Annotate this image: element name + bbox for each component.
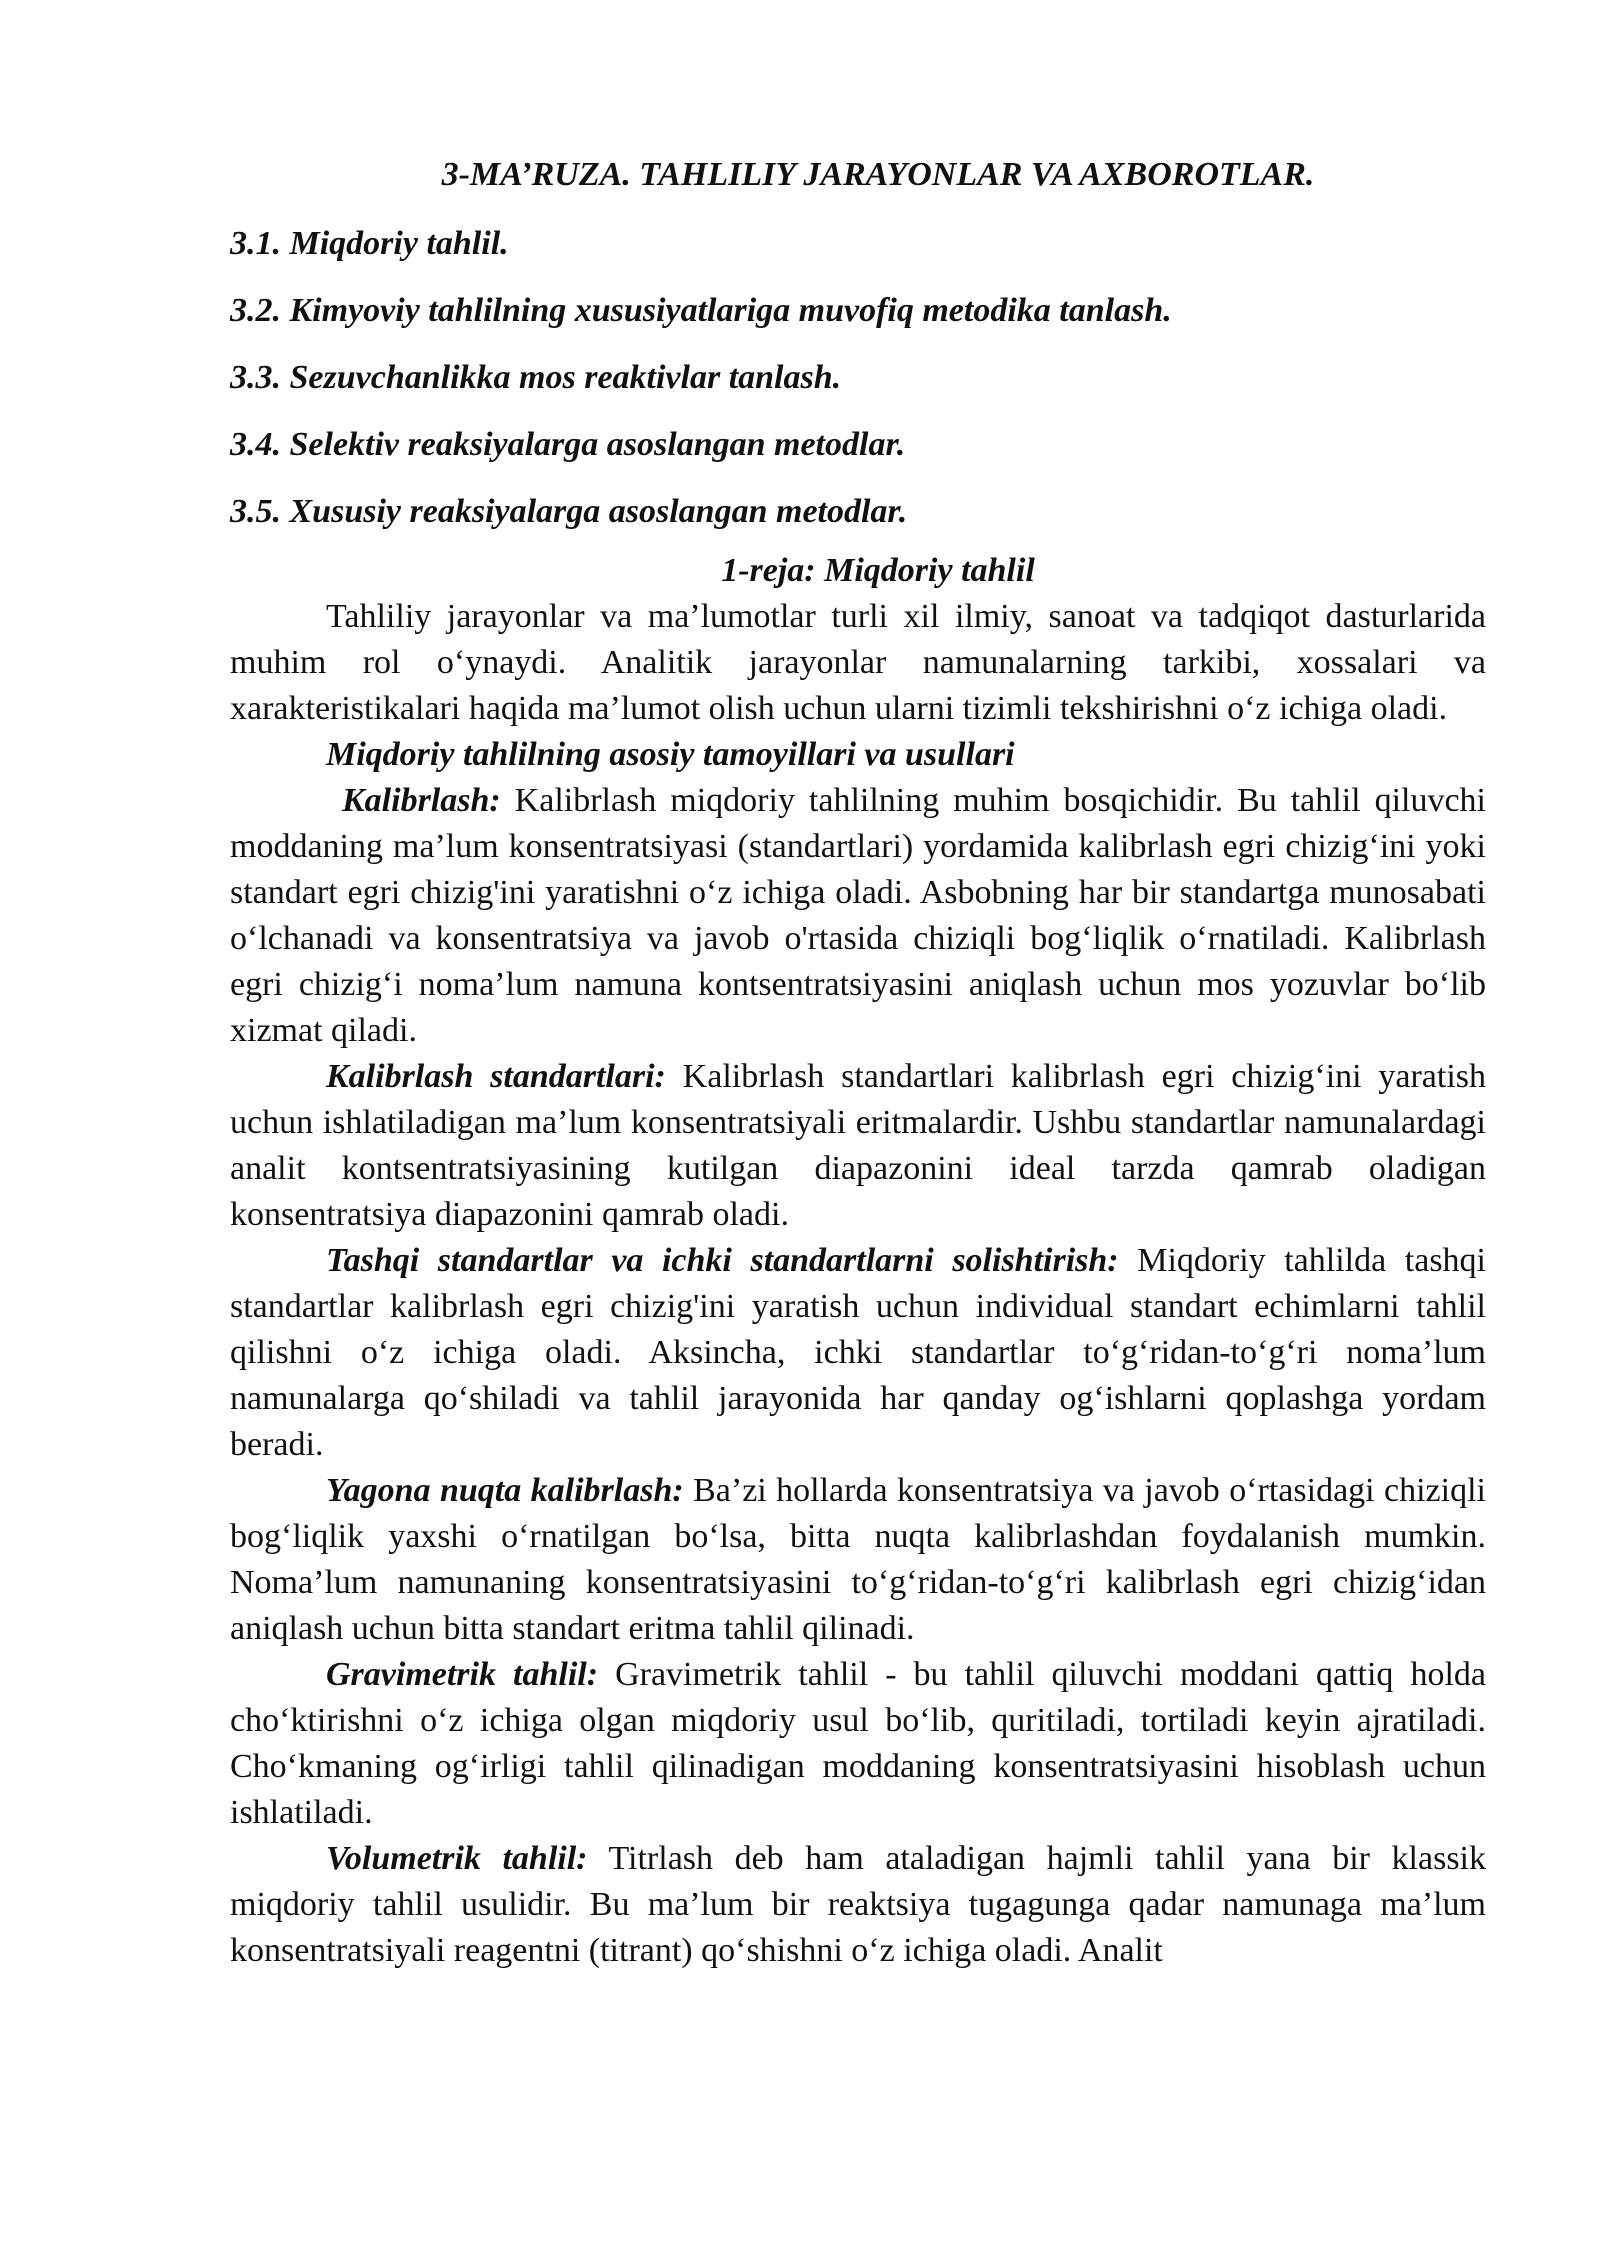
paragraph-text: Titrlash deb ham ataladigan hajmli tahlil yana bir klassik miqdoriy tahlil usulidir. Bu ma’lum bir reaktsiya tugagunga qadar namunaga ma’lum konsentratsiyali reagentni (titrant) qo‘shishni o‘z ichiga oladi. Analit: [230, 1840, 1486, 1969]
plan-item-3: 3.3. Sezuvchanlikka mos reaktivlar tanlash.: [230, 359, 842, 396]
term-label: Kalibrlash standartlari:: [326, 1058, 666, 1095]
term-label: Kalibrlash:: [342, 782, 501, 819]
plan-item-2: 3.2. Kimyoviy tahlilning xususiyatlariga muvofiq metodika tanlash.: [230, 292, 1172, 329]
paragraph-tashqi-ichki-standartlar: [230, 1238, 1486, 1468]
paragraph-text: Ba’zi hollarda konsentratsiya va javob o‘rtasidagi chiziqli bog‘liqlik yaxshi o‘rnatilgan bo‘lsa, bitta nuqta kalibrlashdan foydalanish mumkin. Noma’lum namunaning konsentratsiyasini to‘g‘ridan-to‘g‘ri kalibrlash egri chizig‘idan aniqlash uchun bitta standart eritma tahlil qilinadi.: [230, 1472, 1486, 1647]
plan-item-5: 3.5. Xususiy reaksiyalarga asoslangan metodlar.: [230, 493, 908, 530]
intro-paragraph: Tahliliy jarayonlar va ma’lumotlar turli xil ilmiy, sanoat va tadqiqot dasturlarida muhim rol o‘ynaydi. Analitik jarayonlar namunalarning tarkibi, xossalari va xarakteristikalari haqida ma’lumot olish uchun ularni tizimli tekshirishni o‘z ichiga oladi.: [230, 598, 1486, 727]
document-page: [230, 150, 1486, 1974]
term-label: Volumetrik tahlil:: [326, 1840, 588, 1877]
paragraph-text: Kalibrlash miqdoriy tahlilning muhim bosqichidir. Bu tahlil qiluvchi moddaning ma’lum konsentratsiyasi (standartlari) yordamida kalibrlash egri chizig‘ini yoki standart egri chizig'ini yaratishni o‘z ichiga oladi. Asbobning har bir standartga munosabati o‘lchanadi va konsentratsiya va javob o'rtasida chiziqli bog‘liqlik o‘rnatiladi. Kalibrlash egri chizig‘i noma’lum namuna kontsentratsiyasini aniqlash uchun mos yozuvlar bo‘lib xizmat qiladi.: [230, 782, 1486, 1049]
lecture-title: 3-MA’RUZA. TAHLILIY JARAYONLAR VA AXBOROTLAR.: [441, 156, 1315, 193]
paragraph-kalibrlash-standartlari: [230, 1054, 1486, 1238]
paragraph-text: Kalibrlash standartlari kalibrlash egri chizig‘ini yaratish uchun ishlatiladigan ma’lum konsentratsiyali eritmalardir. Ushbu standartlar namunalardagi analit kontsentratsiyasining kutilgan diapazonini ideal tarzda qamrab oladigan konsentratsiya diapazonini qamrab oladi.: [230, 1058, 1486, 1233]
term-label: Yagona nuqta kalibrlash:: [326, 1472, 684, 1509]
paragraph-kalibrlash: [230, 778, 1486, 1054]
term-label: Gravimetrik tahlil:: [326, 1656, 599, 1693]
section-heading: 1-reja: Miqdoriy tahlil: [721, 552, 1035, 589]
term-label: Tashqi standartlar va ichki standartlarni solishtirish:: [326, 1242, 1119, 1279]
paragraph-text: Gravimetrik tahlil - bu tahlil qiluvchi moddani qattiq holda cho‘ktirishni o‘z ichiga olgan miqdoriy usul bo‘lib, quritiladi, tortiladi keyin ajratiladi. Cho‘kmaning og‘irligi tahlil qilinadigan moddaning konsentratsiyasini hisoblash uchun ishlatiladi.: [230, 1656, 1487, 1831]
paragraph-text: Miqdoriy tahlilda tashqi standartlar kalibrlash egri chizig'ini yaratish uchun individual standart echimlarni tahlil qilishni o‘z ichiga oladi. Aksincha, ichki standartlar to‘g‘ridan-to‘g‘ri noma’lum namunalarga qo‘shiladi va tahlil jarayonida har qanday og‘ishlarni qoplashga yordam beradi.: [230, 1242, 1486, 1463]
sub-heading: Miqdoriy tahlilning asosiy tamoyillari va usullari: [326, 736, 1015, 773]
plan-item-4: 3.4. Selektiv reaksiyalarga asoslangan metodlar.: [230, 426, 906, 463]
plan-item-1: 3.1. Miqdoriy tahlil.: [230, 225, 509, 262]
paragraph-gravimetrik: [230, 1652, 1486, 1836]
paragraph-volumetrik: [230, 1836, 1486, 1974]
paragraph-yagona-nuqta: [230, 1468, 1486, 1652]
